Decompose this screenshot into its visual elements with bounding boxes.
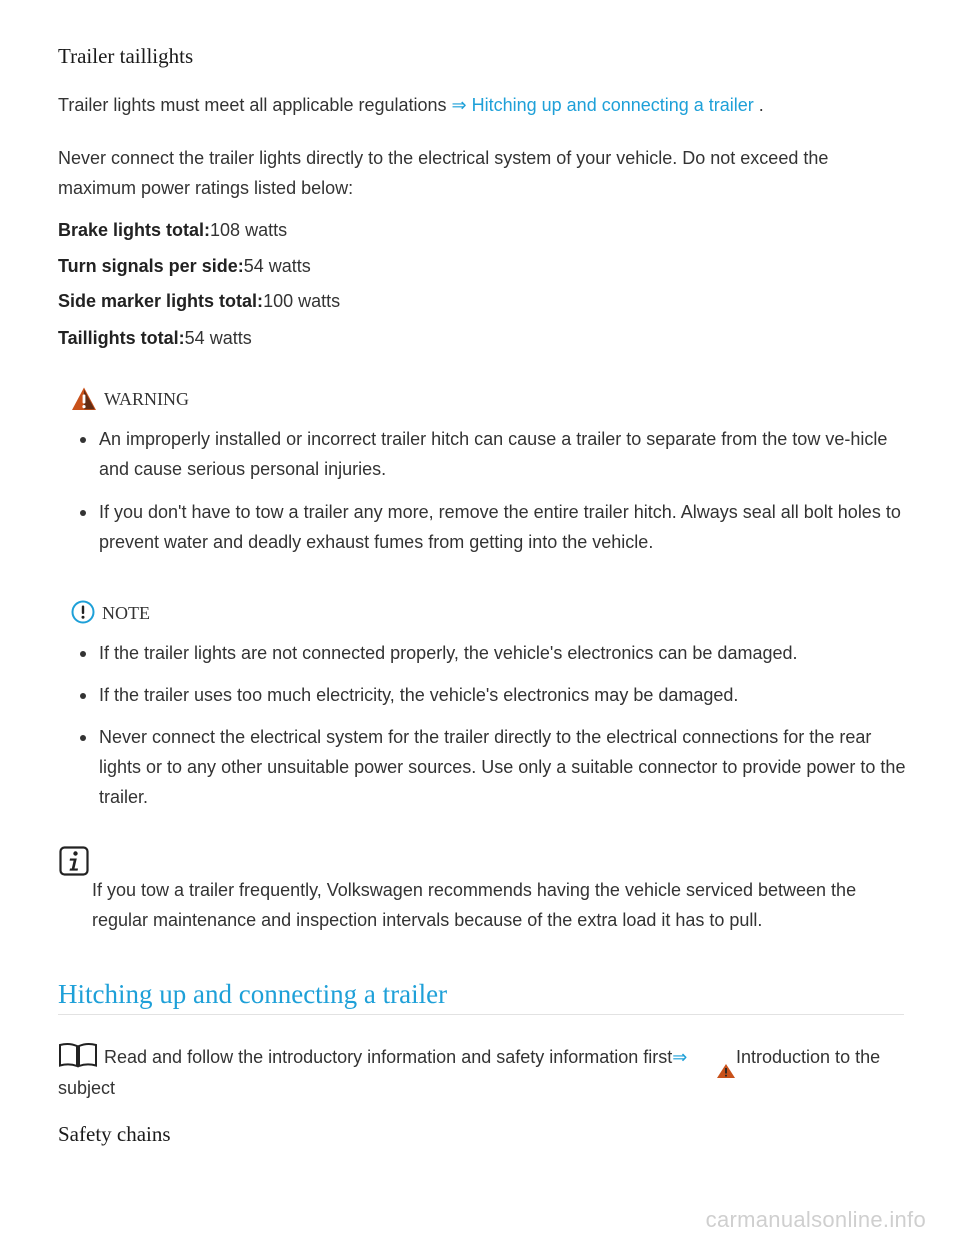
spec-brake-lights — [58, 215, 287, 245]
note-exclamation-icon — [71, 600, 95, 624]
list-item — [58, 497, 908, 557]
info-icon — [59, 846, 89, 876]
spec-value: 108 watts — [210, 220, 288, 240]
introduction-link[interactable]: Introduction to the — [736, 1047, 881, 1067]
hitching-up-link[interactable]: ⇒ Hitching up and connecting a trailer — [451, 95, 754, 115]
info-text: If you tow a trailer frequently, Volkswagen recommends having the vehicle serviced between the regular maintenance and inspection intervals because of the extra load it has to pull. — [92, 880, 857, 930]
spec-side-marker — [58, 286, 340, 316]
bullet-icon — [80, 735, 86, 741]
warning-label: WARNING — [104, 389, 189, 409]
bullet-icon — [80, 510, 86, 516]
bullet-icon — [80, 651, 86, 657]
spec-label: Brake lights total: — [58, 220, 211, 240]
section-divider — [58, 1014, 904, 1015]
list-item-text: If you don't have to tow a trailer any more, remove the entire trailer hitch. Always seal all bolt holes to prevent water and deadly exhaust fumes from getting into the vehicle. — [99, 502, 901, 552]
bullet-icon — [80, 437, 86, 443]
spec-value: 100 watts — [263, 291, 341, 311]
list-item-text: If the trailer lights are not connected properly, the vehicle's electronics can be damaged. — [99, 643, 798, 663]
spec-value: 54 watts — [243, 256, 311, 276]
read-and-follow-line — [104, 1042, 687, 1072]
read-text: Read and follow the introductory information and safety information first — [104, 1047, 673, 1067]
intro-arrow[interactable]: ⇒ — [672, 1047, 688, 1067]
manual-book-icon — [58, 1042, 98, 1068]
list-item-text: Never connect the electrical system for the trailer directly to the electrical connections for the rear lights or to any other unsuitable power sources. Use only a suitable connector to provide power to the trailer. — [99, 727, 906, 807]
spec-taillights — [58, 323, 252, 353]
spec-turn-signals — [58, 251, 311, 281]
bullet-icon — [80, 693, 86, 699]
introduction-link-continued[interactable]: subject — [58, 1078, 116, 1098]
list-item-text: If the trailer uses too much electricity, the vehicle's electronics may be damaged. — [99, 685, 739, 705]
safety-chains-heading: Safety chains — [58, 1122, 171, 1146]
warning-triangle-icon — [71, 386, 97, 412]
warning-list — [58, 424, 908, 557]
watermark: carmanualsonline.info — [705, 1207, 926, 1232]
intro-paragraph — [58, 90, 764, 120]
hitching-section-title: Hitching up and connecting a trailer — [58, 979, 448, 1009]
warning-triangle-icon — [716, 1063, 736, 1079]
electrical-paragraph: Never connect the trailer lights directly to the electrical system of your vehicle. Do not exceed the maximum power ratings listed below: — [58, 148, 829, 198]
list-item — [58, 680, 908, 710]
intro-text: Trailer lights must meet all applicable regulations — [58, 95, 447, 115]
note-label: NOTE — [102, 603, 150, 623]
intro-end: . — [753, 95, 764, 115]
list-item — [58, 638, 908, 668]
spec-value: 54 watts — [184, 328, 252, 348]
spec-label: Taillights total: — [58, 328, 185, 348]
trailer-taillights-heading: Trailer taillights — [58, 44, 194, 68]
note-list — [58, 638, 908, 812]
list-item-text: An improperly installed or incorrect trailer hitch can cause a trailer to separate from the tow ve-hicle and cause serious personal injuries. — [99, 429, 888, 479]
spec-label: Side marker lights total: — [58, 291, 264, 311]
list-item — [58, 722, 908, 812]
list-item — [58, 424, 908, 484]
spec-label: Turn signals per side: — [58, 256, 244, 276]
